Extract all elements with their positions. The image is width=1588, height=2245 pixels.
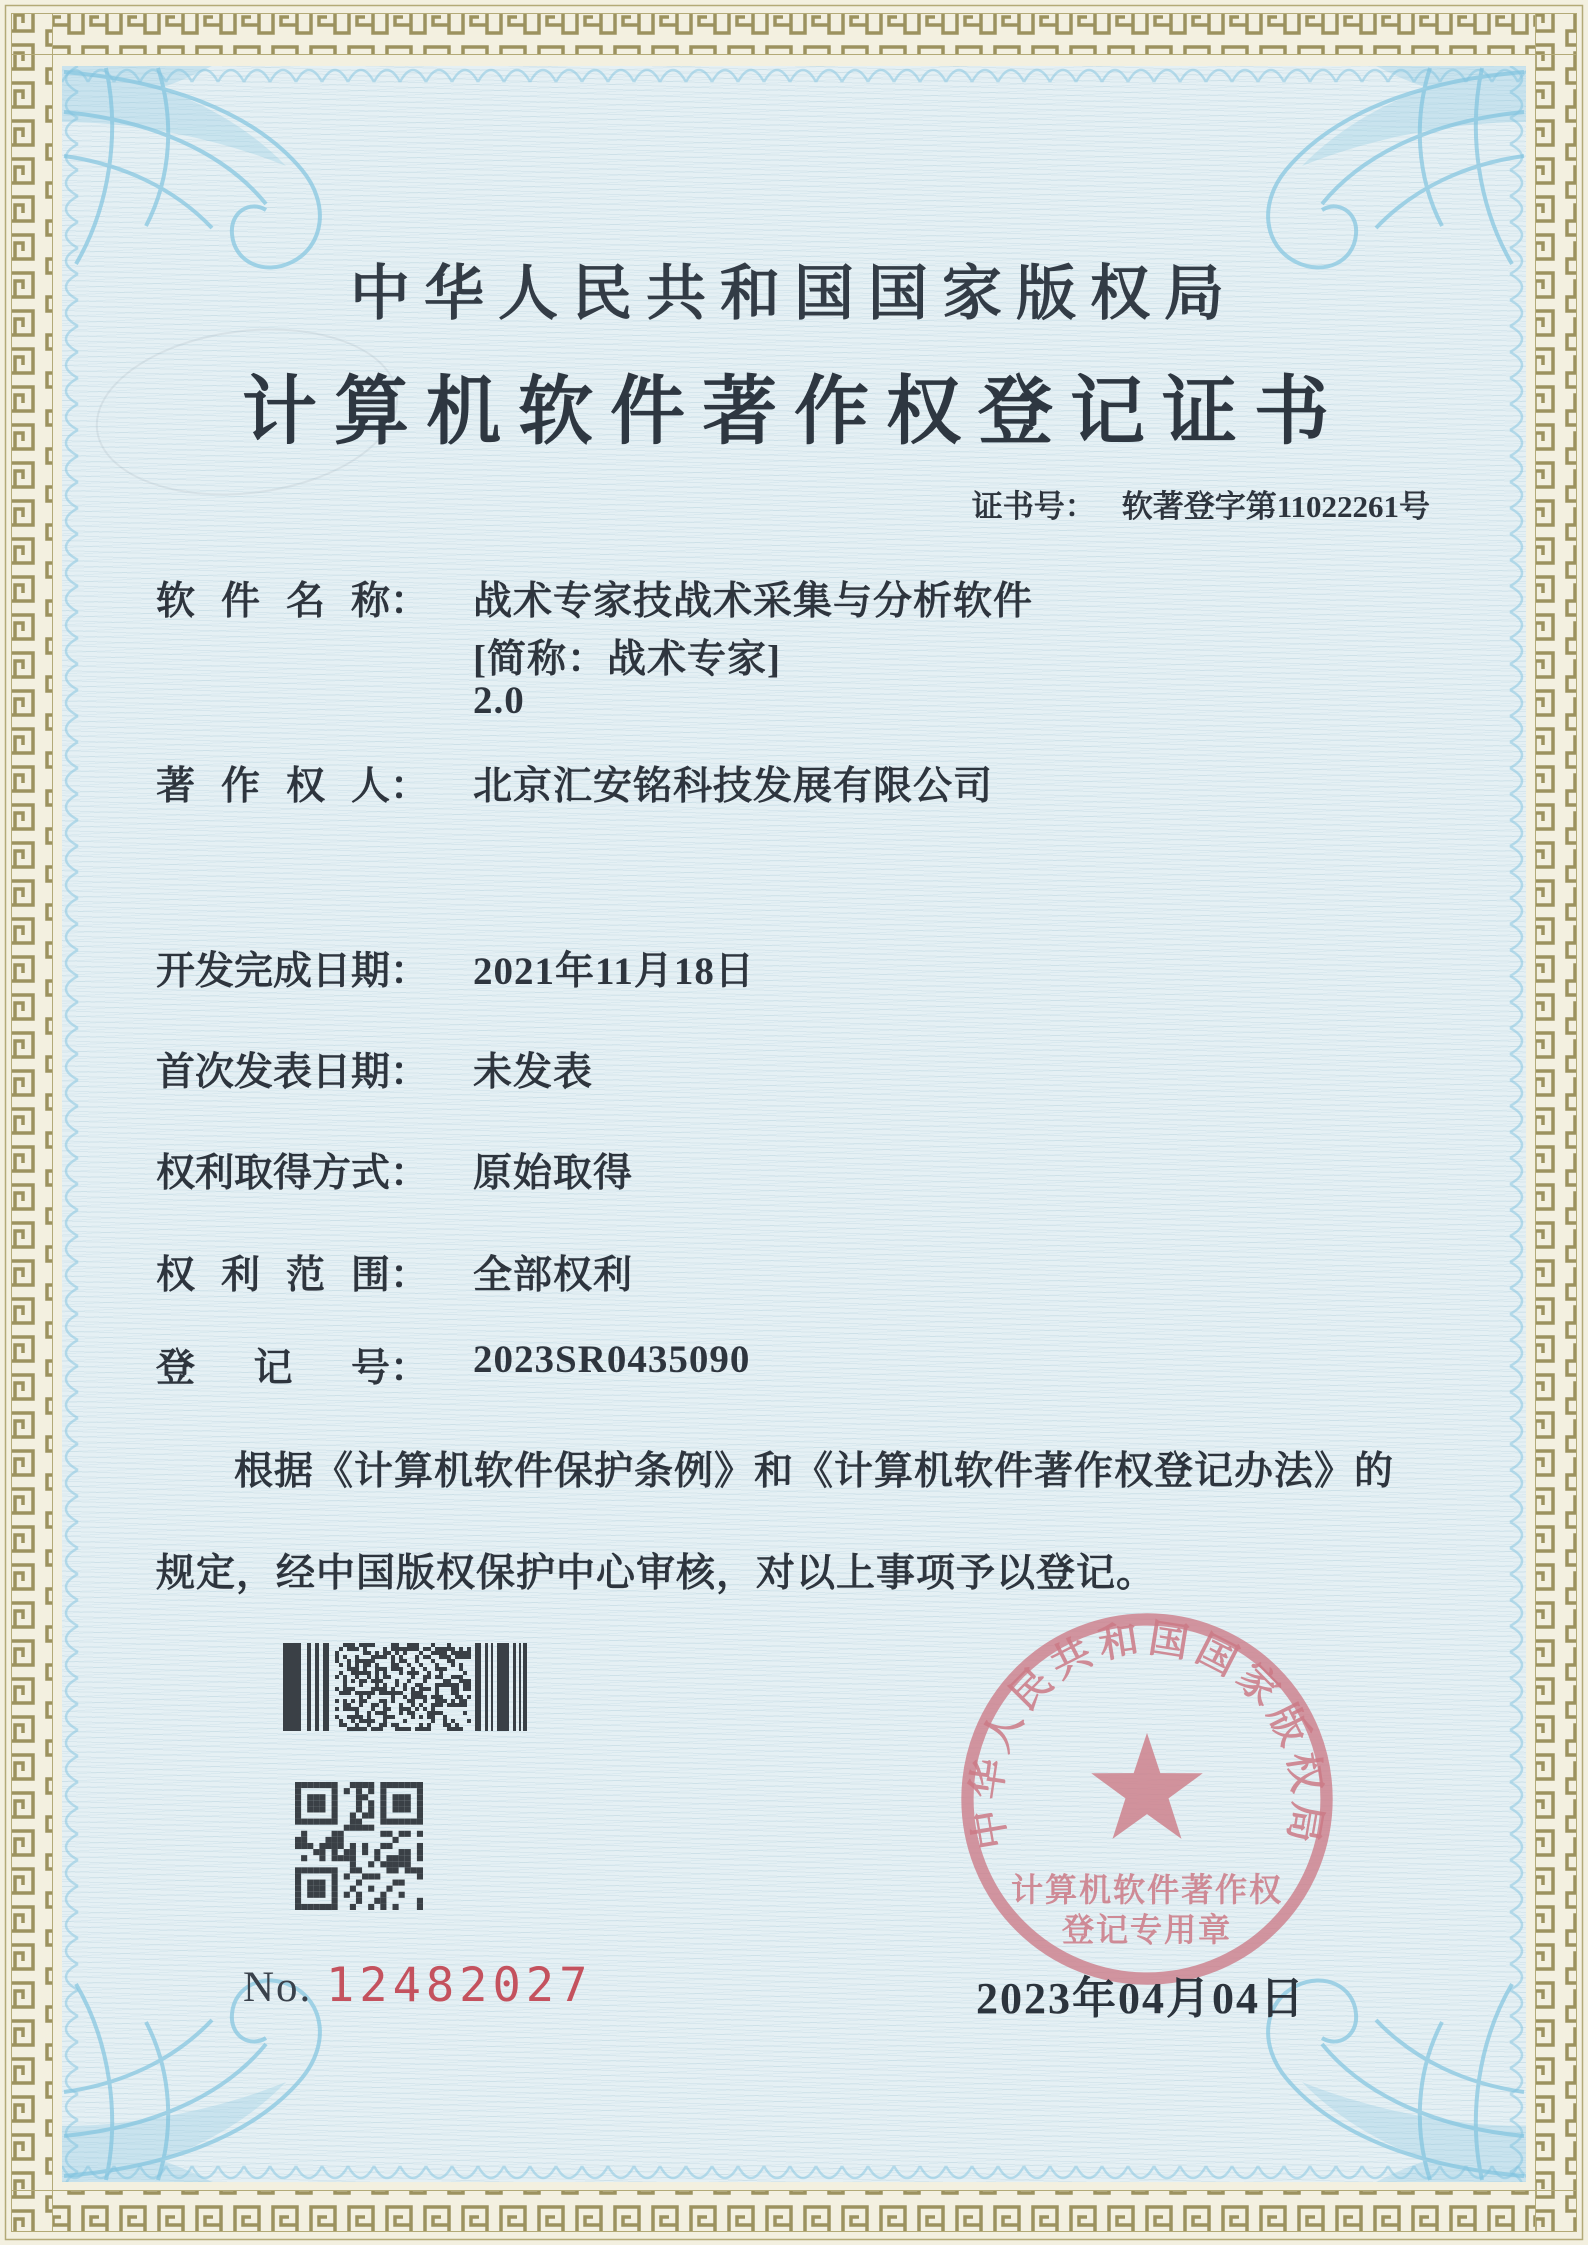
seal-line-1: 计算机软件著作权 bbox=[1010, 1872, 1284, 1909]
field-copyright-owner bbox=[0, 755, 1588, 807]
barcode-icon bbox=[283, 1643, 527, 1731]
seal-line-2: 登记专用章 bbox=[1061, 1911, 1233, 1948]
field-label: 开发完成日期： bbox=[156, 950, 430, 993]
certificate-title: 计算机软件著作权登记证书 bbox=[241, 371, 1346, 454]
field-registration-no bbox=[0, 1337, 1588, 1389]
software-name-line-2: [简称：战术专家] bbox=[473, 638, 781, 681]
dev-complete-date-value: 2021年11月18日 bbox=[473, 950, 755, 993]
certificate-number-line bbox=[972, 481, 1430, 526]
field-label: 软件名称： bbox=[156, 580, 430, 623]
statement-line-1: 根据《计算机软件保护条例》和《计算机软件著作权登记办法》的 bbox=[234, 1450, 1395, 1493]
field-dev-complete-date bbox=[0, 940, 1588, 992]
field-label: 权利范围： bbox=[156, 1254, 430, 1297]
field-label: 首次发表日期： bbox=[156, 1051, 430, 1094]
qr-code-icon bbox=[295, 1782, 423, 1910]
seal-ring-text: 中华人民共和国国家版权局 bbox=[964, 1616, 1330, 1853]
serial-number-label: No. bbox=[243, 1964, 313, 2011]
right-acquisition-value: 原始取得 bbox=[473, 1152, 634, 1195]
issuer-title: 中华人民共和国国家版权局 bbox=[350, 261, 1238, 327]
field-label: 著作权人： bbox=[156, 765, 430, 808]
field-software-version bbox=[0, 678, 1588, 730]
software-name-line-3: 2.0 bbox=[473, 679, 525, 722]
certificate-number-label: 证书号： bbox=[971, 489, 1096, 524]
first-publish-date-value: 未发表 bbox=[473, 1051, 594, 1094]
issue-date: 2023年04月04日 bbox=[976, 1974, 1306, 2023]
certificate-number-value: 软著登字第11022261号 bbox=[1121, 489, 1430, 524]
seal-star-icon bbox=[1091, 1733, 1203, 1839]
field-right-acquisition bbox=[0, 1142, 1588, 1194]
statement-line-2: 规定，经中国版权保护中心审核，对以上事项予以登记。 bbox=[156, 1552, 1157, 1595]
field-label: 登记号： bbox=[156, 1347, 430, 1390]
field-software-name-alias bbox=[0, 628, 1588, 680]
software-name-line-1: 战术专家技战术采集与分析软件 bbox=[473, 580, 1034, 623]
serial-number-value: 12482027 bbox=[326, 1958, 593, 2013]
copyright-owner-value: 北京汇安铭科技发展有限公司 bbox=[473, 765, 994, 808]
right-scope-value: 全部权利 bbox=[473, 1254, 634, 1297]
registration-no-value: 2023SR0435090 bbox=[473, 1338, 751, 1381]
official-seal bbox=[958, 1610, 1336, 1988]
field-label: 权利取得方式： bbox=[156, 1152, 430, 1195]
field-right-scope bbox=[0, 1244, 1588, 1296]
field-first-publish-date bbox=[0, 1041, 1588, 1093]
field-software-name bbox=[0, 570, 1588, 622]
